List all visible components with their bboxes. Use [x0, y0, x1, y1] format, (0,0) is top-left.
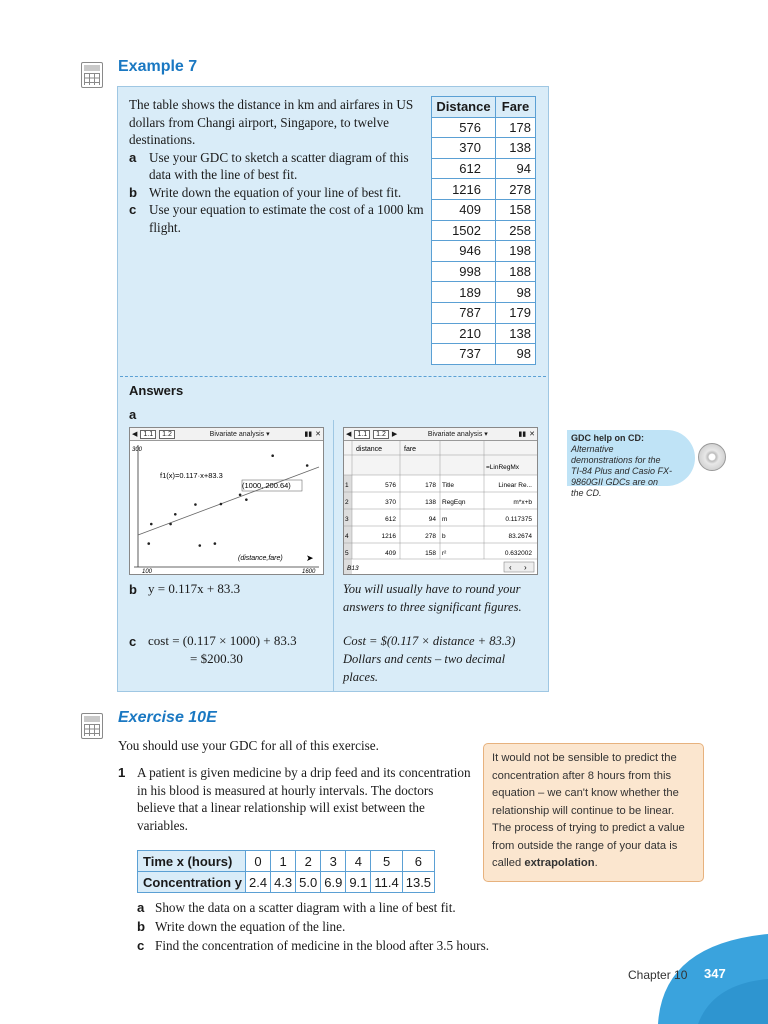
sheet-cell: b: [442, 533, 446, 540]
scatter-point: [306, 464, 309, 467]
table-cell: 6: [402, 851, 434, 872]
table-cell: 2: [296, 851, 321, 872]
scatter-point: [194, 503, 197, 506]
sheet-cell: m: [442, 516, 448, 523]
distance-cell: 409: [432, 199, 496, 220]
page-number: 347: [704, 966, 726, 981]
distance-cell: 1502: [432, 220, 496, 241]
row-number: 4: [345, 533, 349, 540]
sheet-cell: Linear Re...: [498, 482, 532, 489]
exercise-subitem-c: c Find the concentration of medicine in the blood after 3.5 hours.: [137, 938, 489, 953]
table-row: [432, 261, 536, 282]
scatter-point: [214, 542, 217, 545]
scatter-point: [220, 503, 223, 506]
answers-divider: [120, 376, 546, 377]
example-item-c: c Use your equation to estimate the cost of a 1000 km flight.: [129, 202, 424, 235]
fare-cell: 98: [496, 344, 536, 365]
calculator-icon: [81, 62, 103, 88]
exercise-intro: You should use your GDC for all of this exercise.: [118, 738, 379, 753]
screen-title: Bivariate analysis ▾: [427, 431, 488, 438]
gdc-table-screen: [343, 427, 538, 575]
close-icon: ✕: [529, 431, 535, 438]
answer-label-b: b: [129, 582, 137, 597]
row-label-time: Time x (hours): [138, 851, 246, 872]
sheet-cell: 158: [425, 550, 436, 557]
sheet-cell: 0.632002: [504, 550, 532, 557]
distance-cell: 998: [432, 261, 496, 282]
cell-reference: B13: [347, 565, 359, 572]
example-item-b: b Write down the equation of your line of best fit.: [129, 184, 402, 200]
table-row: [432, 344, 536, 365]
close-icon: ✕: [315, 431, 321, 438]
row-number: 2: [345, 499, 349, 506]
example-intro: The table shows the distance in km and airfares in US dollars from Changi airport, Singapore, to twelve destinations.: [129, 97, 414, 147]
cursor-icon: ➤: [306, 553, 314, 563]
fare-cell: 278: [496, 179, 536, 200]
distance-fare-table: [431, 96, 536, 365]
y-top-label: 300: [132, 447, 143, 453]
row-number: 3: [345, 516, 349, 523]
table-cell: 11.4: [371, 872, 402, 893]
battery-icon: ▮▮: [518, 431, 527, 438]
tab-1-2: 1.2: [159, 430, 175, 439]
calculator-icon: [81, 713, 103, 739]
answer-b-note: You will usually have to round your answers to three significant figures.: [343, 582, 522, 614]
table-row: [138, 872, 435, 893]
fare-cell: 138: [496, 323, 536, 344]
fare-cell: 258: [496, 220, 536, 241]
battery-icon: ▮▮: [304, 431, 313, 438]
question-1-text: A patient is given medicine by a drip feed and its concentration in his blood is measured at hourly intervals. The doctors believe that a linear relationship will exist between the variables.: [137, 765, 471, 833]
table-cell: 4.3: [271, 872, 296, 893]
sheet-cell: 370: [385, 499, 396, 506]
scatter-point: [147, 542, 150, 545]
distance-cell: 737: [432, 344, 496, 365]
fit-equation: f1(x)=0.117·x+83.3: [160, 471, 223, 480]
col-header-distance: distance: [356, 446, 383, 453]
row-number: 1: [345, 482, 349, 489]
fare-cell: 98: [496, 282, 536, 303]
table-row: [432, 302, 536, 323]
gdc-graph-screen: [129, 427, 324, 575]
tab-1-1: 1.1: [354, 430, 370, 439]
table-cell: 2.4: [246, 872, 271, 893]
distance-cell: 189: [432, 282, 496, 303]
fare-cell: 179: [496, 302, 536, 323]
distance-cell: 612: [432, 158, 496, 179]
tab-1-2: 1.2: [373, 430, 389, 439]
next-arrow-icon: ›: [524, 563, 527, 572]
chapter-label: Chapter 10: [628, 968, 688, 982]
scatter-point: [239, 493, 242, 496]
fare-cell: 138: [496, 138, 536, 159]
scatter-point: [169, 523, 172, 526]
sheet-cell: 612: [385, 516, 396, 523]
sheet-cell: 83.2674: [508, 533, 532, 540]
fare-cell: 188: [496, 261, 536, 282]
answer-c-note1: Cost = $(0.117 × distance + 83.3): [343, 634, 516, 648]
fare-cell: 158: [496, 199, 536, 220]
axis-pair-label: (distance,fare): [238, 555, 283, 562]
answer-label-c: c: [129, 634, 137, 649]
left-arrow-icon: ◀: [346, 431, 352, 438]
x-left-label: 100: [142, 569, 153, 574]
answers-title: Answers: [129, 383, 184, 398]
sheet-cell: 409: [385, 550, 396, 557]
prev-arrow-icon: ‹: [509, 563, 512, 572]
example-item-a: a Use your GDC to sketch a scatter diagram of this data with the line of best fit.: [129, 149, 409, 182]
sheet-cell: r²: [442, 550, 447, 557]
table-cell: 9.1: [346, 872, 371, 893]
question-1-number: 1: [118, 765, 126, 780]
sheet-cell: 0.117375: [505, 516, 532, 523]
spreadsheet: [344, 441, 537, 574]
point-label: (1000, 200.64): [242, 481, 291, 490]
x-right-label: 1600: [302, 569, 316, 574]
table-cell: 4: [346, 851, 371, 872]
answer-b-equation: y = 0.117x + 83.3: [148, 581, 241, 596]
table-row: [432, 199, 536, 220]
gdc-toolbar: [130, 428, 323, 441]
row-number: 5: [345, 550, 349, 557]
exercise-heading: Exercise 10E: [118, 709, 217, 726]
table-cell: 3: [321, 851, 346, 872]
gdc-toolbar-2: [344, 428, 537, 441]
table-cell: 6.9: [321, 872, 346, 893]
scatter-point: [245, 498, 248, 501]
table-row: [432, 179, 536, 200]
sheet-cell: RegEqn: [442, 499, 466, 506]
scatter-point: [150, 523, 153, 526]
fare-cell: 178: [496, 117, 536, 138]
tab-1-1: 1.1: [140, 430, 156, 439]
right-arrow-icon: ▶: [391, 431, 398, 438]
table-row: [138, 851, 435, 872]
scatter-points: [147, 454, 308, 546]
cd-icon: [698, 443, 726, 471]
answer-c-note2: Dollars and cents – two decimal places.: [343, 652, 506, 684]
scatter-point: [271, 454, 274, 457]
fare-cell: 198: [496, 241, 536, 262]
distance-cell: 787: [432, 302, 496, 323]
left-arrow-icon: ◀: [132, 431, 138, 438]
distance-cell: 1216: [432, 179, 496, 200]
table-cell: 5.0: [296, 872, 321, 893]
answer-c-line2: = $200.30: [190, 651, 243, 666]
distance-cell: 576: [432, 117, 496, 138]
table-row: [432, 138, 536, 159]
answer-c-line1: cost = (0.117 × 1000) + 83.3: [148, 633, 297, 648]
distance-cell: 370: [432, 138, 496, 159]
sheet-cell: 94: [428, 516, 436, 523]
table-row: [432, 117, 536, 138]
exercise-subitem-b: b Write down the equation of the line.: [137, 919, 346, 934]
example-text: [129, 96, 429, 236]
sheet-cell: Title: [442, 482, 455, 489]
screen-title: Bivariate analysis ▾: [209, 431, 270, 438]
fare-cell: 94: [496, 158, 536, 179]
concentration-table: [137, 850, 435, 893]
scatter-point: [198, 544, 201, 547]
col-header-distance: Distance: [432, 97, 496, 118]
table-cell: 5: [371, 851, 402, 872]
col-header-fare: fare: [404, 446, 417, 453]
table-cell: 1: [271, 851, 296, 872]
sheet-cell: 178: [425, 482, 436, 489]
sheet-cell: m*x+b: [513, 499, 532, 506]
gdc-help-callout: GDC help on CD: Alternative demonstrations for the TI-84 Plus and Casio FX-9860GII GDCs are on the CD.: [567, 430, 695, 486]
formula-cell: =LinRegMx: [486, 464, 520, 471]
distance-cell: 946: [432, 241, 496, 262]
table-cell: 13.5: [402, 872, 434, 893]
sheet-cell: 1216: [381, 533, 396, 540]
sheet-cell: 138: [425, 499, 436, 506]
table-row: [432, 323, 536, 344]
table-cell: 0: [246, 851, 271, 872]
extrapolation-note: It would not be sensible to predict the concentration after 8 hours from this equation – we can't know whether the relationship will continue to be linear. The process of trying to predict a value from outside the range of your data is called extrapolation.: [483, 743, 704, 882]
answer-label-a: a: [129, 407, 137, 422]
table-row: [432, 241, 536, 262]
distance-cell: 210: [432, 323, 496, 344]
sheet-cell: 576: [385, 482, 396, 489]
answers-column-divider: [333, 420, 334, 692]
scatter-plot: [130, 441, 323, 574]
col-header-fare: Fare: [496, 97, 536, 118]
row-label-concentration: Concentration y: [138, 872, 246, 893]
table-row: [432, 220, 536, 241]
example-heading: Example 7: [118, 58, 198, 75]
sheet-cell: 278: [425, 533, 436, 540]
scatter-point: [174, 513, 177, 516]
table-row: [432, 282, 536, 303]
table-row: [432, 158, 536, 179]
exercise-subitem-a: a Show the data on a scatter diagram with a line of best fit.: [137, 900, 456, 915]
